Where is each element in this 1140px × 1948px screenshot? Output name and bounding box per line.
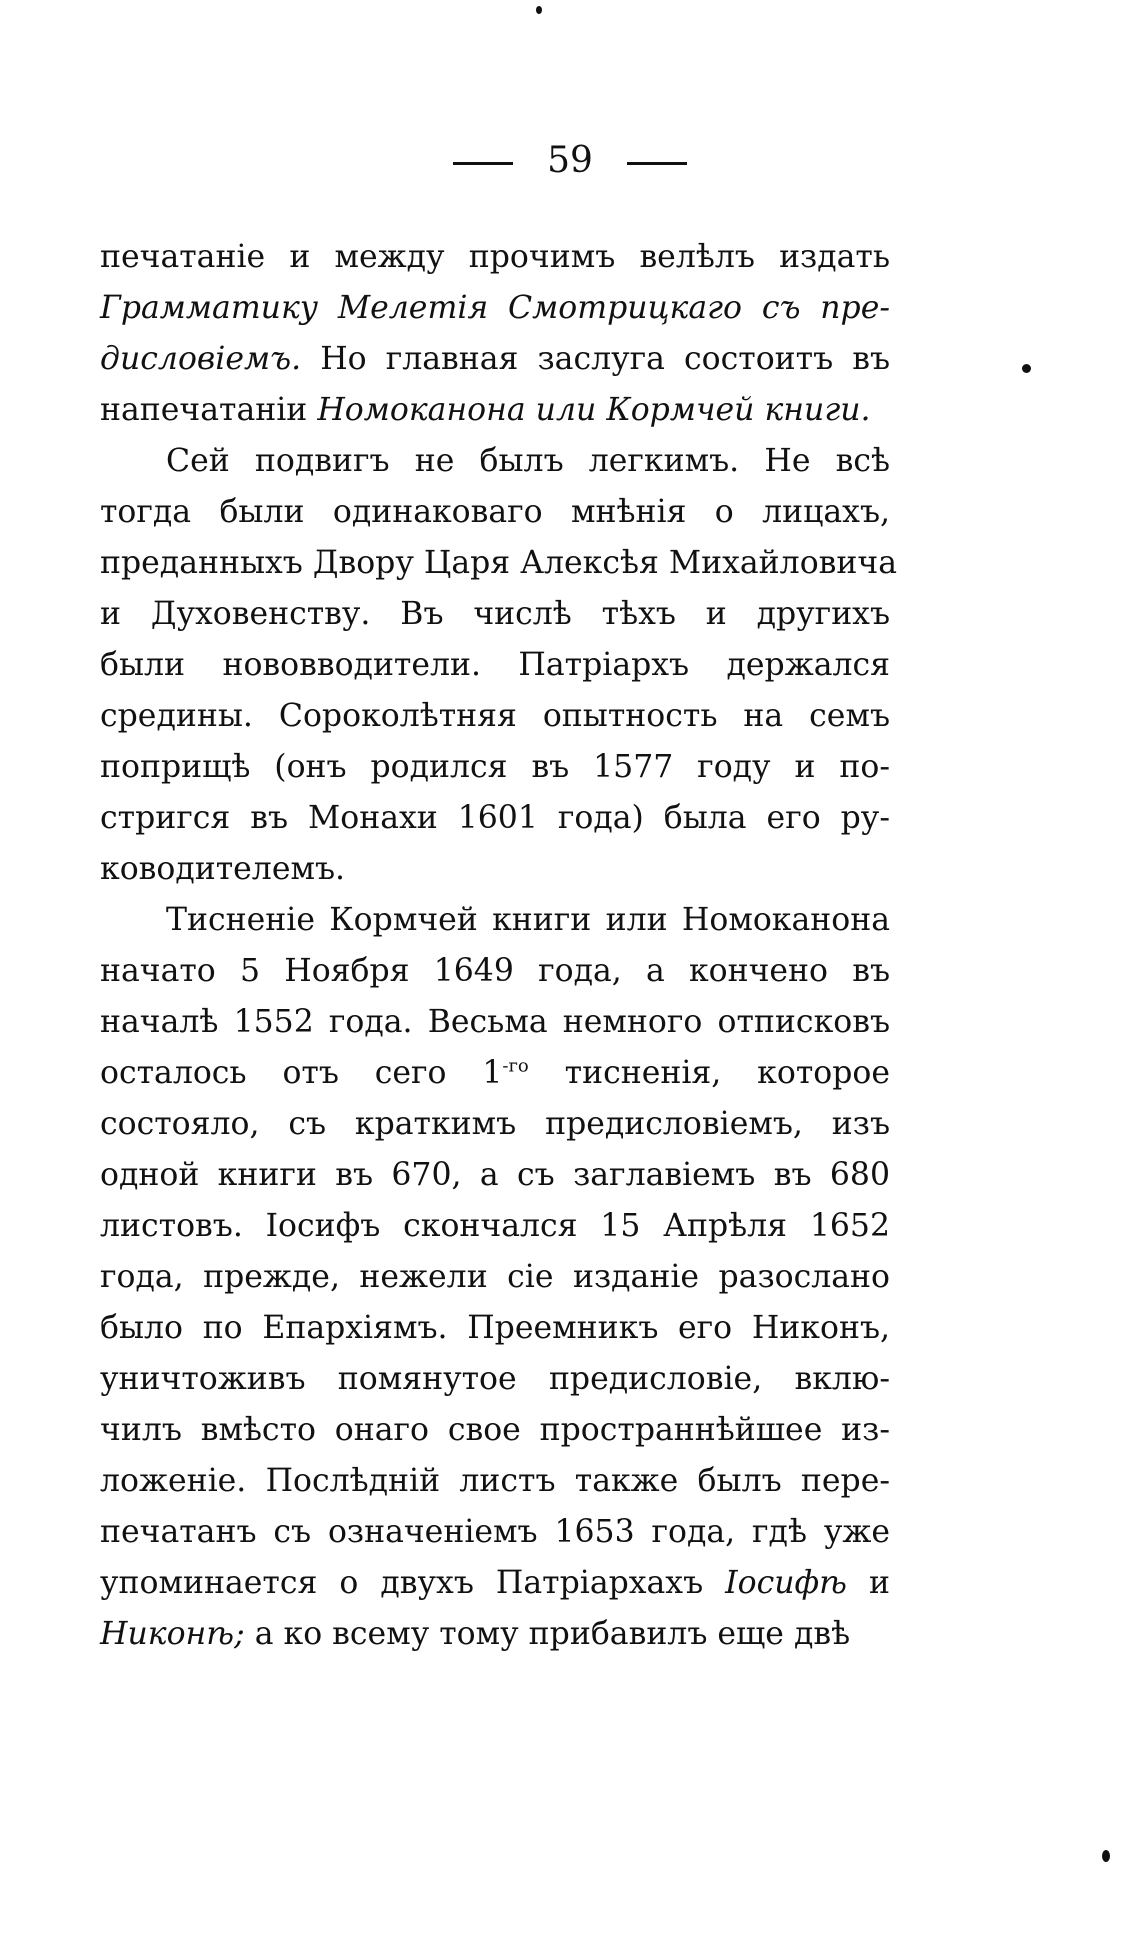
text-segment: печатаніе и между прочимъ велѣлъ издать <box>100 239 890 275</box>
italic-text: дисловіемъ. <box>100 341 302 377</box>
text-line <box>100 844 890 895</box>
italic-text: Грамматику Мелетія Смотрицкаго съ пре- <box>100 290 890 326</box>
text-segment: тогда были одинаковаго мнѣнія о лицахъ, <box>100 494 890 530</box>
text-line <box>100 1609 890 1660</box>
text-line <box>100 334 890 385</box>
text-line <box>100 742 890 793</box>
text-line <box>100 946 890 997</box>
text-line <box>100 1456 890 1507</box>
italic-text: Іосифѣ <box>725 1565 847 1601</box>
text-segment: началѣ 1552 года. Весьма немного отписковъ <box>100 1004 890 1040</box>
text-line <box>100 487 890 538</box>
scan-speck <box>536 6 542 14</box>
text-segment: преданныхъ Двору Царя Алексѣя Михайловича <box>100 545 897 581</box>
text-segment: и <box>846 1565 890 1601</box>
scan-speck <box>1022 364 1031 373</box>
text-line <box>100 436 890 487</box>
text-segment: напечатаніи <box>100 392 318 428</box>
header-dash-right <box>627 162 687 165</box>
text-segment: уничтоживъ помянутое предисловіе, вклю- <box>100 1361 890 1397</box>
text-segment: средины. Сороколѣтняя опытность на семъ <box>100 698 890 734</box>
text-line <box>100 1507 890 1558</box>
text-line <box>100 1354 890 1405</box>
superscript: -го <box>502 1055 529 1077</box>
page-number: 59 <box>547 140 593 181</box>
scan-speck <box>1102 1850 1110 1862</box>
text-segment: и Духовенству. Въ числѣ тѣхъ и другихъ <box>100 596 890 632</box>
text-segment: Тисненіе Кормчей книги или Номоканона <box>166 902 890 938</box>
paragraph <box>100 895 890 1660</box>
paragraph <box>100 436 897 895</box>
text-line <box>100 232 890 283</box>
text-segment: упоминается о двухъ Патріархахъ <box>100 1565 726 1601</box>
text-segment: ководителемъ. <box>100 851 346 887</box>
text-line <box>100 793 890 844</box>
text-segment: Но главная заслуга состоитъ въ <box>301 341 890 377</box>
paragraph <box>100 232 890 436</box>
text-segment: тисненія, которое <box>528 1055 890 1091</box>
text-line <box>100 1558 890 1609</box>
text-segment: ложеніе. Послѣдній листъ также былъ пере- <box>100 1463 890 1499</box>
text-segment: одной книги въ 670, а съ заглавіемъ въ 680 <box>100 1157 890 1193</box>
text-segment: поприщѣ (онъ родился въ 1577 году и по- <box>100 749 890 785</box>
text-line <box>100 691 890 742</box>
text-line <box>100 538 897 589</box>
text-segment: года, прежде, нежели сіе изданіе разослано <box>100 1259 890 1295</box>
text-segment: осталось отъ сего 1 <box>100 1055 503 1091</box>
text-line <box>100 589 890 640</box>
text-line <box>100 1150 890 1201</box>
page-header <box>0 140 1140 181</box>
text-line <box>100 1099 890 1150</box>
text-line <box>100 385 890 436</box>
text-segment: были нововводители. Патріархъ держался <box>100 647 890 683</box>
text-segment: Сей подвигъ не былъ легкимъ. Не всѣ <box>166 443 890 479</box>
text-segment: состояло, съ краткимъ предисловіемъ, изъ <box>100 1106 890 1142</box>
text-line <box>100 640 890 691</box>
italic-text: Никонѣ; <box>100 1616 245 1652</box>
text-line <box>100 895 890 946</box>
italic-text: Номоканона или Кормчей книги. <box>317 392 871 428</box>
header-dash-left <box>453 162 513 165</box>
text-segment: стригся въ Монахи 1601 года) была его ру- <box>100 800 890 836</box>
text-line <box>100 1405 890 1456</box>
text-line <box>100 1252 890 1303</box>
text-line <box>100 1201 890 1252</box>
body-text <box>100 232 897 1660</box>
text-line <box>100 1048 890 1099</box>
text-segment: а ко всему тому прибавилъ еще двѣ <box>244 1616 851 1652</box>
text-segment: чилъ вмѣсто онаго свое пространнѣйшее из- <box>100 1412 890 1448</box>
text-line <box>100 283 890 334</box>
text-segment: было по Епархіямъ. Преемникъ его Никонъ, <box>100 1310 890 1346</box>
text-segment: печатанъ съ означеніемъ 1653 года, гдѣ уже <box>100 1514 890 1550</box>
text-line <box>100 997 890 1048</box>
text-segment: начато 5 Ноября 1649 года, а кончено въ <box>100 953 890 989</box>
text-segment: листовъ. Іосифъ скончался 15 Апрѣля 1652 <box>100 1208 890 1244</box>
text-line <box>100 1303 890 1354</box>
